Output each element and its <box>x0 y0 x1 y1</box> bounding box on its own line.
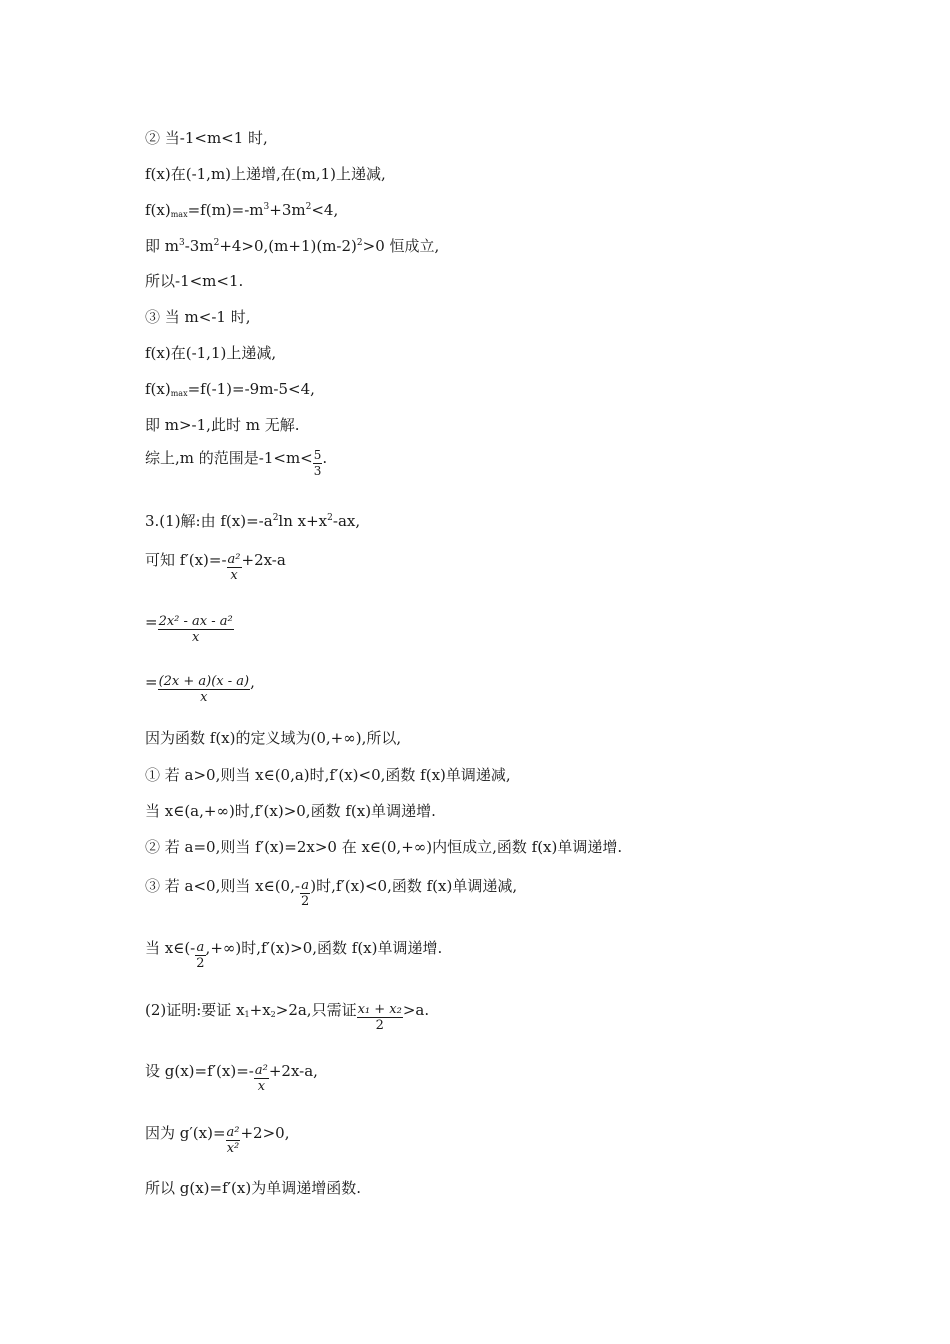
denominator: x <box>158 629 234 645</box>
text-line <box>145 1123 289 1156</box>
fraction <box>254 1063 269 1094</box>
text: 3.(1)解:由 f(x)=-a <box>145 512 273 530</box>
text-line <box>145 672 255 705</box>
subscript: 1 <box>244 1010 250 1019</box>
text-line <box>145 164 386 184</box>
text-line <box>145 876 517 909</box>
subscript: 2 <box>270 1010 276 1019</box>
text: +3m <box>269 201 306 219</box>
text: <4, <box>311 201 339 219</box>
denominator: x <box>227 567 242 583</box>
text-line <box>145 765 511 785</box>
text: >2a,只需证 <box>275 1001 357 1019</box>
text-line <box>145 550 286 583</box>
text-line <box>145 612 234 645</box>
text: >a. <box>402 1001 430 1019</box>
numerator: 2x² - ax - a² <box>158 614 233 629</box>
numerator: a <box>301 878 309 893</box>
text: +4>0,(m+1)(m-2) <box>219 237 357 255</box>
text: ③ 当 m<-1 时, <box>145 308 251 326</box>
text: )时,f′(x)<0,函数 f(x)单调递减, <box>310 877 518 895</box>
text: f(x) <box>145 201 171 219</box>
text: 因为 g′(x)= <box>145 1124 226 1142</box>
numerator: 5 <box>313 448 322 462</box>
text: 所以 g(x)=f′(x)为单调递增函数. <box>145 1179 361 1197</box>
superscript: 2 <box>272 513 279 523</box>
text: = <box>145 673 158 691</box>
text: 可知 f′(x)=- <box>145 551 227 569</box>
text-line <box>145 1178 361 1198</box>
fraction <box>226 1125 241 1156</box>
text: ① 若 a>0,则当 x∈(0,a)时,f′(x)<0,函数 f(x)单调递减, <box>145 766 511 784</box>
denominator: 2 <box>300 894 310 909</box>
text: (2)证明:要证 x <box>145 1001 245 1019</box>
text: 即 m <box>145 237 179 255</box>
text: 当 x∈(- <box>145 939 196 957</box>
text-line <box>145 307 250 327</box>
text: 即 m>-1,此时 m 无解. <box>145 416 300 434</box>
fraction <box>300 878 310 909</box>
text-line <box>145 837 622 857</box>
text: =f(-1)=-9m-5<4, <box>187 380 315 398</box>
numerator: a² <box>227 552 241 567</box>
text-line <box>145 801 436 821</box>
text: ,+∞)时,f′(x)>0,函数 f(x)单调递增. <box>205 939 443 957</box>
text: +x <box>249 1001 271 1019</box>
text: =f(m)=-m <box>187 201 264 219</box>
text-line <box>145 448 327 479</box>
text: ③ 若 a<0,则当 x∈(0,- <box>145 877 300 895</box>
fraction <box>227 552 242 583</box>
superscript: 2 <box>305 202 312 212</box>
text: +2x-a, <box>268 1062 318 1080</box>
text: f(x)在(-1,1)上递减, <box>145 344 277 362</box>
text-line <box>145 415 299 435</box>
subscript: max <box>170 389 188 398</box>
text: ② 若 a=0,则当 f′(x)=2x>0 在 x∈(0,+∞)内恒成立,函数 f(x)单调递增. <box>145 838 623 856</box>
text-line <box>145 200 338 220</box>
text: >0 恒成立, <box>362 237 440 255</box>
text: +2x-a <box>241 551 286 569</box>
text: ln x+x <box>278 512 328 530</box>
text: ② 当-1<m<1 时, <box>145 129 268 147</box>
text: . <box>322 449 328 467</box>
text-line <box>145 938 442 971</box>
superscript: 2 <box>213 238 220 248</box>
fraction <box>158 614 234 645</box>
text-line <box>145 1000 429 1033</box>
text-line <box>145 271 243 291</box>
text-line <box>145 1061 318 1094</box>
denominator: x <box>158 689 251 705</box>
fraction <box>357 1002 403 1033</box>
subscript: max <box>170 210 188 219</box>
text: , <box>250 673 255 691</box>
superscript: 2 <box>356 238 363 248</box>
numerator: a <box>196 940 205 955</box>
denominator: 3 <box>313 464 322 478</box>
text: -3m <box>184 237 214 255</box>
numerator: a² <box>226 1125 240 1140</box>
fraction <box>195 940 205 971</box>
text: f(x)在(-1,m)上递增,在(m,1)上递减, <box>145 165 386 183</box>
denominator: x <box>254 1078 269 1094</box>
superscript: 3 <box>263 202 270 212</box>
text-line <box>145 728 401 748</box>
text-line <box>145 511 360 531</box>
fraction <box>158 674 251 705</box>
numerator: (2x + a)(x - a) <box>158 674 250 689</box>
text: +2>0, <box>240 1124 290 1142</box>
text: 综上,m 的范围是-1<m< <box>145 449 313 467</box>
text: = <box>145 613 158 631</box>
denominator: 2 <box>196 956 205 971</box>
text-line <box>145 379 315 399</box>
text: -ax, <box>332 512 361 530</box>
fraction <box>313 448 323 479</box>
superscript: 3 <box>179 238 185 248</box>
numerator: x₁ + x₂ <box>357 1002 402 1017</box>
superscript: 2 <box>327 513 333 523</box>
text: 因为函数 f(x)的定义域为(0,+∞),所以, <box>145 729 402 747</box>
text: 设 g(x)=f′(x)=- <box>145 1062 254 1080</box>
text-line <box>145 128 268 148</box>
text-line <box>145 236 439 256</box>
text-line <box>145 343 276 363</box>
text: 当 x∈(a,+∞)时,f′(x)>0,函数 f(x)单调递增. <box>145 802 436 820</box>
numerator: a² <box>254 1063 268 1078</box>
text: f(x) <box>145 380 171 398</box>
denominator: x² <box>226 1141 240 1156</box>
denominator: 2 <box>357 1017 403 1033</box>
text: 所以-1<m<1. <box>145 272 244 290</box>
